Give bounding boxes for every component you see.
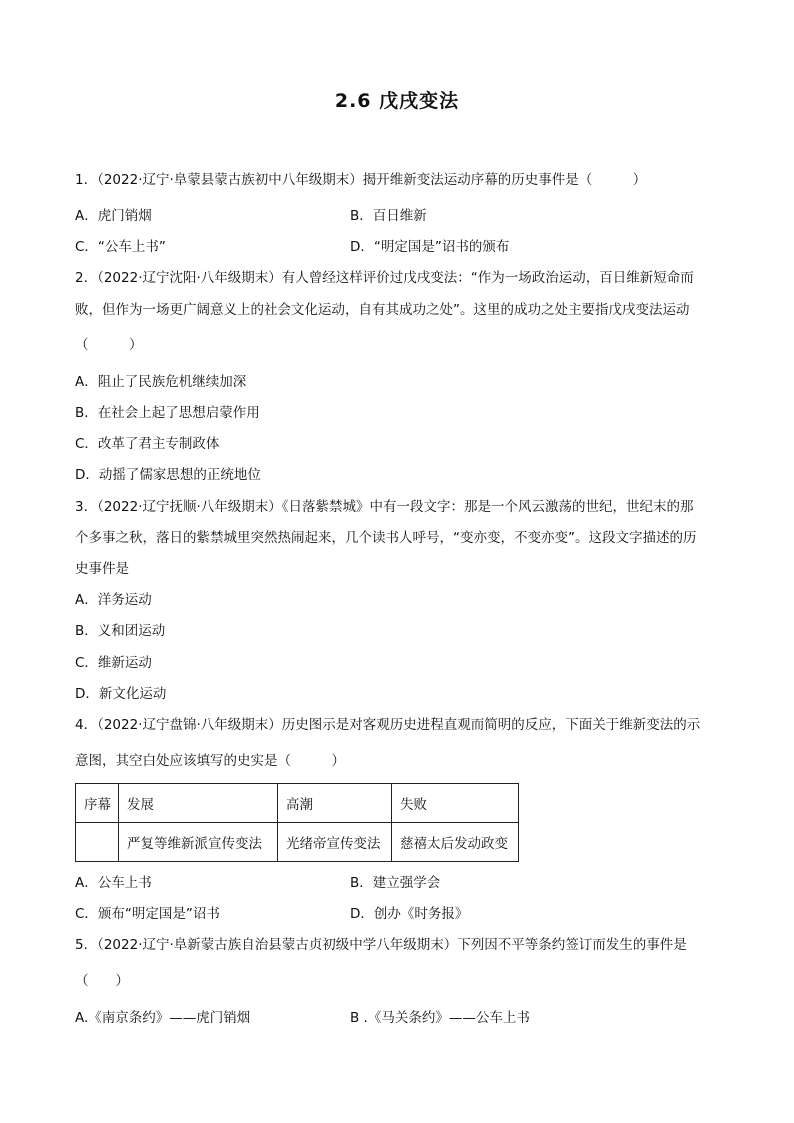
question-5-stem-line-2: （ ）: [75, 973, 129, 989]
question-3-stem-line-1: 3．（2022·辽宁抚顺·八年级期末）《日落紫禁城》中有一段文字：那是一个风云激荡的世纪，世纪末的那: [75, 499, 694, 515]
question-4-stem-line-1: 4．（2022·辽宁盘锦·八年级期末）历史图示是对客观历史进程直观而简明的反应，下面关于维新变法的示: [75, 717, 701, 733]
question-1-stem: 1．（2022·辽宁·阜蒙县蒙古族初中八年级期末）揭开维新变法运动序幕的历史事件是（ ）: [75, 172, 647, 188]
reform-stages-table: [75, 783, 519, 862]
question-1-option-c: C．“公车上书”: [75, 239, 166, 255]
table-cell: 慈禧太后发动政变: [392, 823, 519, 862]
table-cell-blank: [76, 823, 119, 862]
question-1-option-b: B．百日维新: [350, 208, 427, 224]
question-1-option-d: D．“明定国是”诏书的颁布: [350, 239, 510, 255]
table-row: [76, 823, 519, 862]
question-4-stem-line-2: 意图，其空白处应该填写的史实是（ ）: [75, 753, 345, 769]
question-2-option-c: C．改革了君主专制政体: [75, 436, 220, 452]
question-2-stem-line-3: （ ）: [75, 337, 143, 353]
question-1-option-a: A．虎门销烟: [75, 208, 152, 224]
question-2-option-d: D．动摇了儒家思想的正统地位: [75, 467, 261, 483]
table-header-cell: 发展: [119, 784, 278, 823]
table-cell: 光绪帝宣传变法: [278, 823, 392, 862]
question-3-stem-line-3: 史事件是: [75, 561, 129, 577]
question-2-option-b: B．在社会上起了思想启蒙作用: [75, 405, 260, 421]
question-5-option-b: B .《马关条约》——公车上书: [350, 1010, 530, 1026]
question-4-option-b: B．建立强学会: [350, 875, 441, 891]
question-2-option-a: A．阻止了民族危机继续加深: [75, 374, 247, 390]
table-header-cell: 失败: [392, 784, 519, 823]
table-header-cell: 序幕: [76, 784, 119, 823]
page-title: 2.6 戊戌变法: [334, 90, 460, 112]
question-3-option-c: C．维新运动: [75, 655, 152, 671]
question-3-option-d: D．新文化运动: [75, 686, 167, 702]
question-3-option-a: A．洋务运动: [75, 592, 152, 608]
question-5-option-a: A.《南京条约》——虎门销烟: [75, 1010, 251, 1026]
question-5-stem-line-1: 5．（2022·辽宁·阜新蒙古族自治县蒙古贞初级中学八年级期末）下列因不平等条约签订而发生的事件是: [75, 937, 687, 953]
question-3-option-b: B．义和团运动: [75, 623, 166, 639]
question-4-option-d: D．创办《时务报》: [350, 906, 469, 922]
question-4-option-a: A．公车上书: [75, 875, 152, 891]
question-4-option-c: C．颁布“明定国是”诏书: [75, 906, 220, 922]
table-header-cell: 高潮: [278, 784, 392, 823]
question-2-stem-line-2: 败，但作为一场更广阔意义上的社会文化运动，自有其成功之处”。这里的成功之处主要指戊戌变法运动: [75, 302, 690, 318]
question-3-stem-line-2: 个多事之秋，落日的紫禁城里突然热闹起来，几个读书人呼号，“变亦变，不变亦变”。这段文字描述的历: [75, 530, 697, 546]
table-cell: 严复等维新派宣传变法: [119, 823, 278, 862]
table-header-row: [76, 784, 519, 823]
question-2-stem-line-1: 2．（2022·辽宁沈阳·八年级期末）有人曾经这样评价过戊戌变法：“作为一场政治运动，百日维新短命而: [75, 270, 694, 286]
